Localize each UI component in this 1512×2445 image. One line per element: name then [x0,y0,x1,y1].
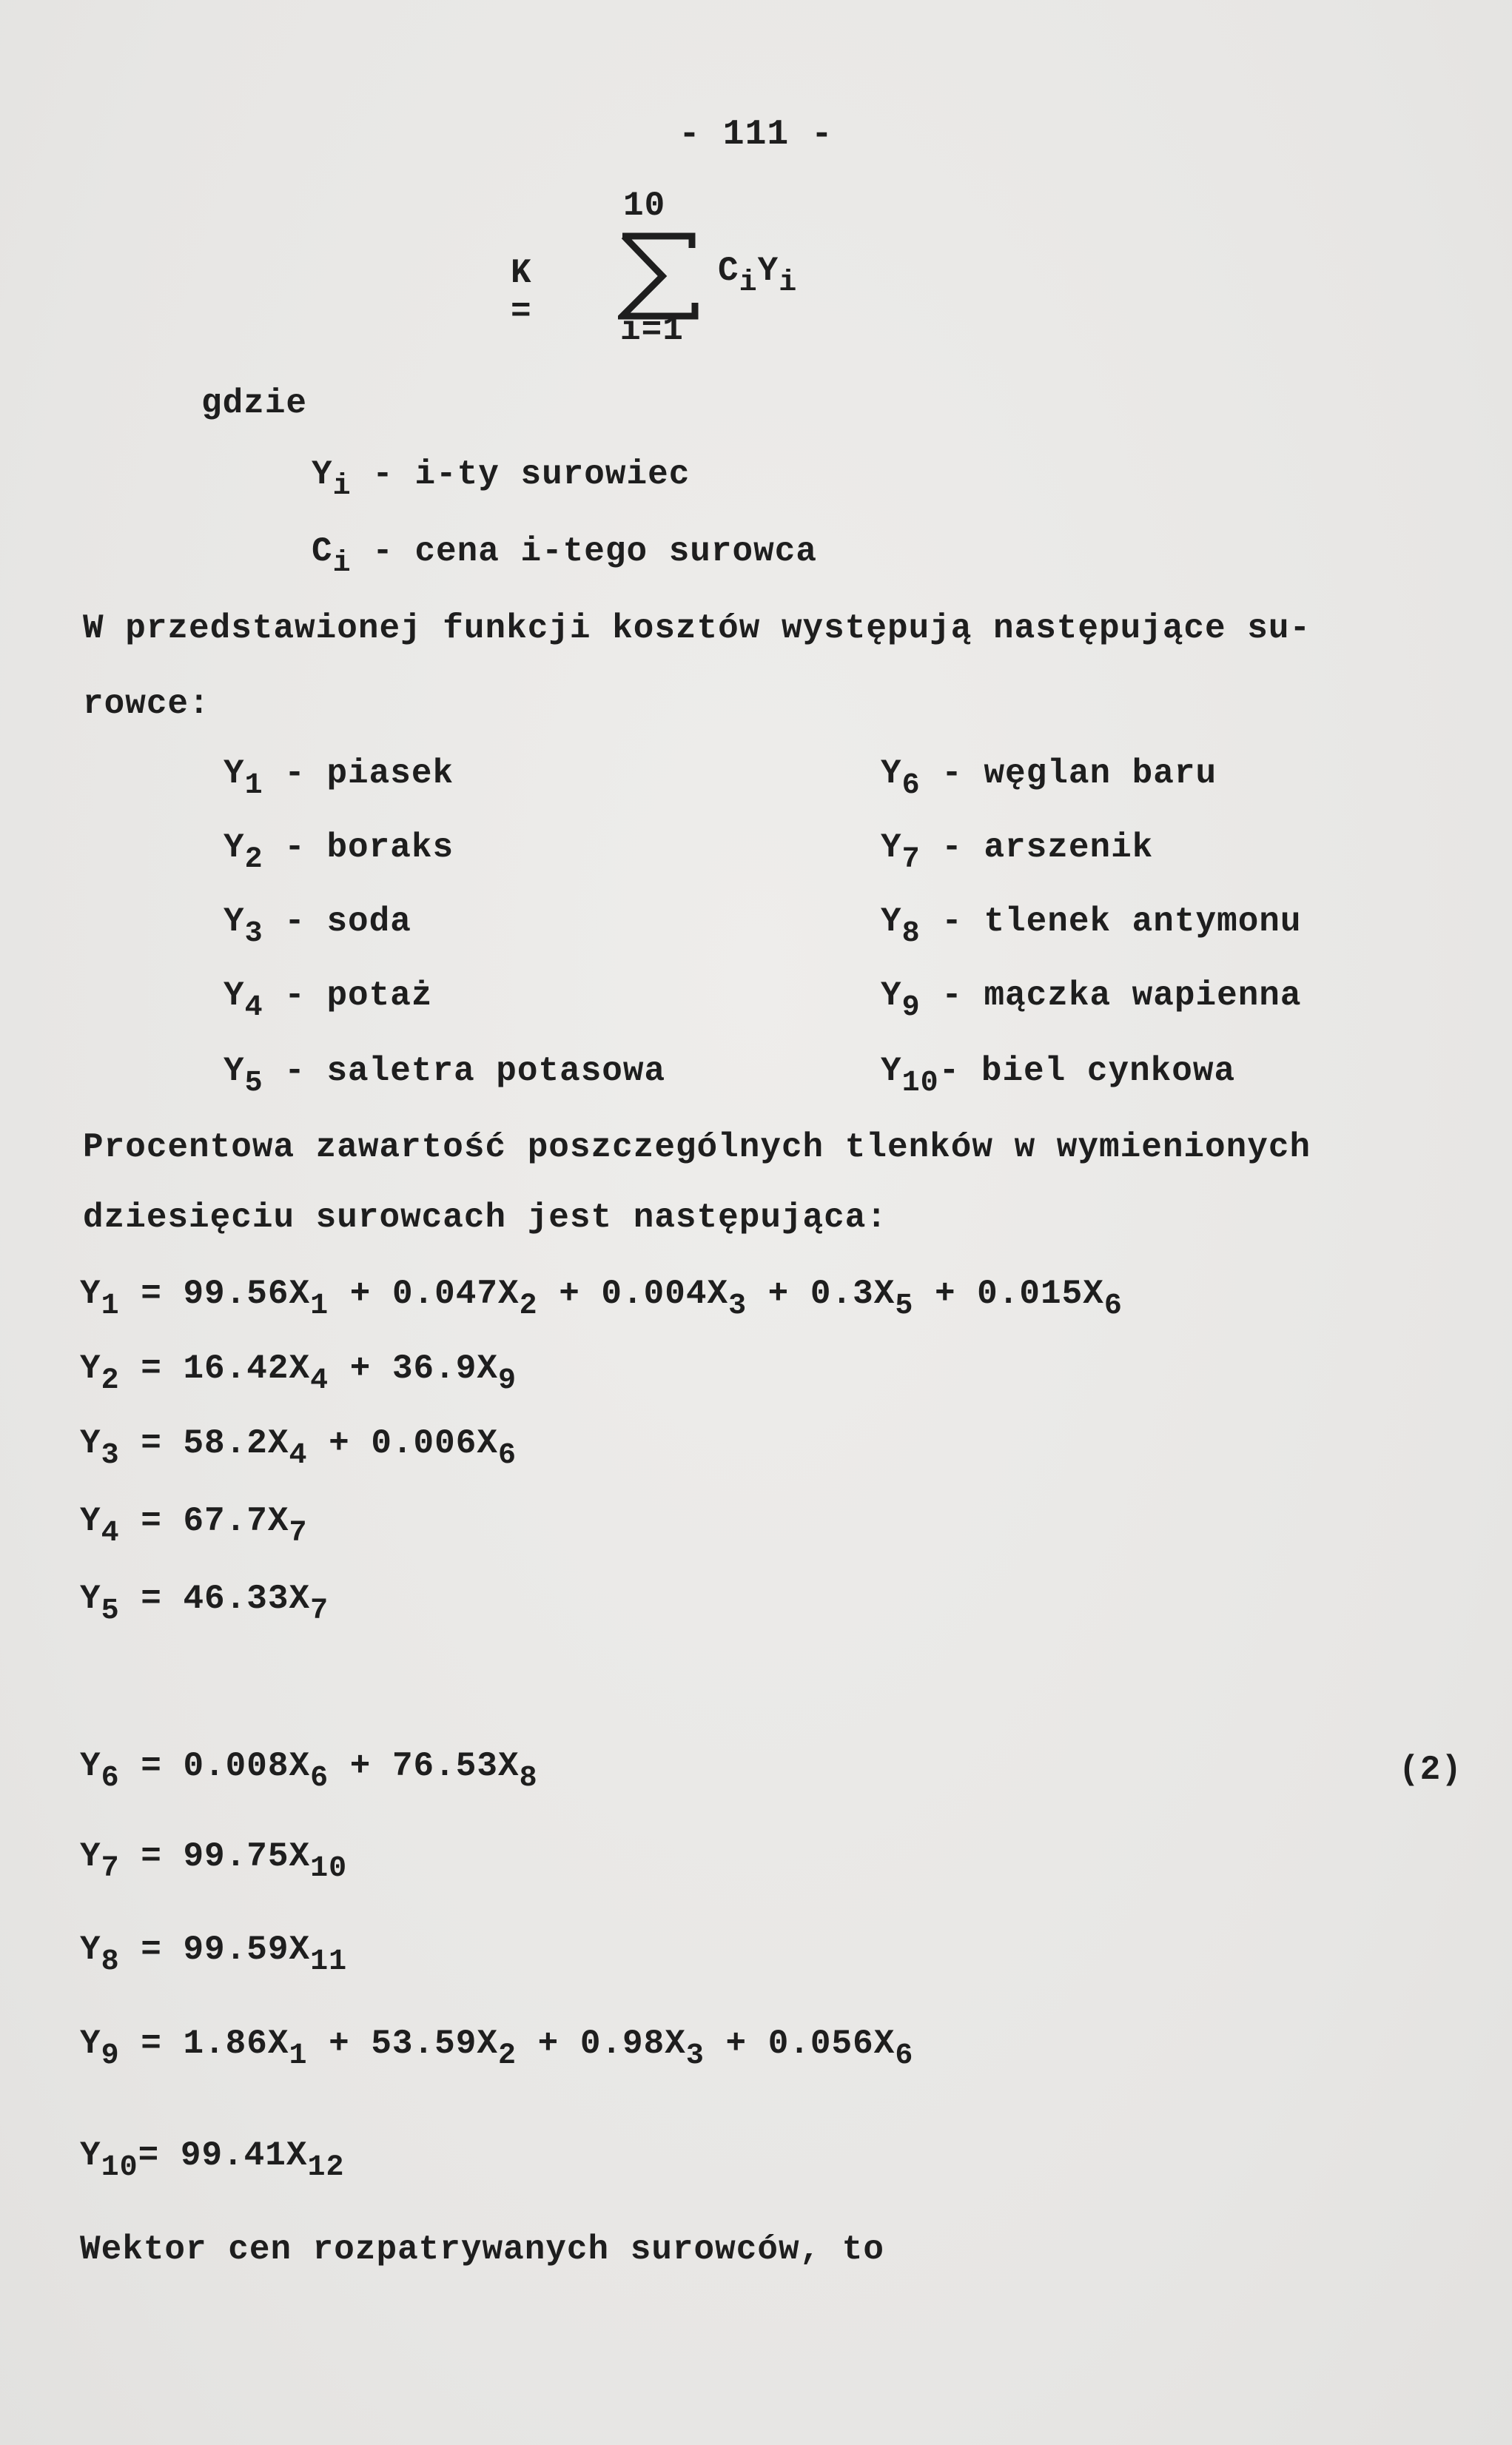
plus-sign: + [307,2025,372,2063]
equation-term: 99.41X [180,2136,308,2175]
material-name: - soda [263,902,411,941]
material-item [881,976,1302,1024]
intro-line-2: rowce: [83,685,210,723]
equation-lhs: Y [80,1275,101,1313]
material-sub: 9 [901,991,921,1024]
material-sub: 10 [901,1067,939,1100]
equation-line [80,2025,914,2073]
closing-line: Wektor cen rozpatrywanych surowców, to [80,2230,884,2269]
page-number: - 111 - [679,115,833,155]
material-item [224,1052,666,1100]
equation-term: 0.015X [977,1275,1104,1313]
term-sub: 4 [310,1364,329,1398]
equals-sign: = [119,1931,184,1969]
material-sub: 3 [244,917,263,950]
formula-lhs [511,254,531,331]
formula-equals: = [511,292,531,331]
equation-term: 0.008X [183,1747,311,1785]
equation-lhs: Y [80,2025,101,2063]
term-sub: 6 [1103,1289,1123,1323]
material-name: - saletra potasowa [263,1052,666,1090]
equation-term: 46.33X [183,1580,311,1618]
equation-lhs-sub: 5 [101,1594,120,1628]
equation-term: 67.7X [183,1502,289,1540]
equation-lhs-sub: 1 [101,1289,120,1323]
sum-upper-limit: 10 [623,187,666,225]
term-c: C [718,252,739,290]
equation-line [80,1580,329,1628]
equation-lhs: Y [80,1837,101,1876]
def-symbol: C [312,532,333,571]
term-sub: 3 [728,1289,747,1323]
equation-term: 0.3X [810,1275,896,1313]
material-symbol: Y [224,828,245,867]
term-sub: 10 [310,1852,348,1885]
equation-term: 99.59X [183,1931,311,1969]
plus-sign: + [329,1747,392,1785]
equation-lhs-sub: 4 [101,1517,120,1550]
material-name: - arszenik [920,828,1154,867]
material-name: - węglan baru [920,754,1217,793]
material-sub: 7 [901,843,921,876]
equation-term: 0.056X [767,2025,896,2063]
equation-lhs: Y [80,1747,101,1785]
equation-term: 53.59X [371,2025,498,2063]
material-symbol: Y [224,754,245,793]
def-symbol: Y [312,455,333,494]
equation-term: 0.047X [392,1275,520,1313]
term-sub: 2 [519,1289,538,1323]
equation-term: 36.9X [392,1349,498,1388]
sum-lower-limit: i=1 [620,311,684,349]
term-c-sub: i [739,266,758,300]
equation-term: 0.006X [371,1424,498,1463]
equation-lhs: Y [80,1580,101,1618]
material-sub: 2 [244,843,263,876]
equation-term: 99.75X [183,1837,311,1876]
term-sub: 7 [310,1594,329,1628]
plus-sign: + [516,2025,580,2063]
material-symbol: Y [881,828,902,867]
equals-sign: = [119,1502,184,1540]
material-name: - boraks [263,828,454,867]
equation-lhs: Y [80,1502,101,1540]
plus-sign: + [747,1275,810,1313]
material-sub: 5 [244,1067,263,1100]
material-sub: 8 [901,917,921,950]
material-symbol: Y [881,902,902,941]
material-item [881,828,1154,876]
equals-sign: = [119,1580,184,1618]
def-text: - cena i-tego surowca [372,532,817,571]
where-label: gdzie [201,384,308,423]
equation-lhs: Y [80,1931,101,1969]
equation-term: 99.56X [183,1275,311,1313]
sum-term [718,252,798,300]
material-item [881,1052,1236,1100]
material-name: - biel cynkowa [938,1052,1236,1090]
term-sub: 3 [685,2039,705,2073]
definition-ci [312,532,817,580]
plus-sign: + [307,1424,372,1463]
material-symbol: Y [224,1052,245,1090]
equation-line [80,1747,538,1795]
material-item [881,902,1302,950]
equation-lhs-sub: 7 [101,1852,120,1885]
material-name: - piasek [263,754,454,793]
term-sub: 8 [519,1762,538,1795]
term-sub: 5 [895,1289,914,1323]
term-sub: 12 [307,2151,345,2184]
equation-lhs-sub: 9 [101,2039,120,2073]
equation-lhs-sub: 3 [101,1439,120,1472]
equation-line [80,1837,348,1885]
equation-lhs: Y [80,1424,101,1463]
plus-sign: + [913,1275,978,1313]
equation-number: (2) [1399,1751,1462,1789]
equation-line [80,2136,345,2184]
material-symbol: Y [881,1052,902,1090]
term-y: Y [757,252,779,290]
material-symbol: Y [881,754,902,793]
equation-line [80,1349,517,1398]
equation-line [80,1275,1123,1323]
term-sub: 2 [497,2039,517,2073]
summation-icon [618,232,699,321]
material-name: - potaż [263,976,433,1015]
intro-line-1: W przedstawionej funkcji kosztów występują następujące su- [83,609,1311,648]
material-item [224,902,411,950]
material-item [224,828,454,876]
def-sub: i [332,547,352,580]
plus-sign: + [537,1275,602,1313]
material-sub: 1 [244,769,263,802]
equation-lhs-sub: 6 [101,1762,120,1795]
equation-lhs: Y [80,1349,101,1388]
equation-lhs-sub: 10 [101,2151,138,2184]
material-sub: 6 [901,769,921,802]
content-line-2: dziesięciu surowcach jest następująca: [83,1198,887,1237]
material-symbol: Y [224,976,245,1015]
equation-term: 0.98X [579,2025,686,2063]
equation-line [80,1931,348,1979]
equation-term: 76.53X [392,1747,520,1785]
equals-sign: = [119,1837,184,1876]
equation-term: 16.42X [183,1349,311,1388]
term-sub: 6 [895,2039,914,2073]
material-sub: 4 [244,991,263,1024]
term-sub: 9 [497,1364,517,1398]
term-sub: 6 [497,1439,517,1472]
term-sub: 1 [289,2039,308,2073]
term-sub: 11 [310,1945,348,1979]
material-symbol: Y [881,976,902,1015]
content-line-1: Procentowa zawartość poszczególnych tlenków w wymienionych [83,1128,1311,1167]
material-item [881,754,1217,802]
equals-sign: = [119,1275,184,1313]
def-text: - i-ty surowiec [372,455,691,494]
equals-sign: = [138,2136,181,2175]
equation-lhs-sub: 8 [101,1945,120,1979]
term-sub: 6 [310,1762,329,1795]
equation-term: 58.2X [183,1424,289,1463]
equals-sign: = [119,2025,184,2063]
term-y-sub: i [779,266,798,300]
equation-lhs: Y [80,2136,101,2175]
material-item [224,754,454,802]
equation-lhs-sub: 2 [101,1364,120,1398]
def-sub: i [332,470,352,503]
equals-sign: = [119,1424,184,1463]
material-symbol: Y [224,902,245,941]
definition-yi [312,455,691,503]
material-name: - tlenek antymonu [920,902,1302,941]
material-name: - mączka wapienna [920,976,1302,1015]
formula-k: K [511,254,531,292]
plus-sign: + [329,1275,392,1313]
equation-term: 0.004X [601,1275,729,1313]
equals-sign: = [119,1349,184,1388]
equation-line [80,1502,308,1550]
equation-line [80,1424,517,1472]
term-sub: 4 [289,1439,308,1472]
material-item [224,976,433,1024]
term-sub: 7 [289,1517,308,1550]
equals-sign: = [119,1747,184,1785]
plus-sign: + [329,1349,392,1388]
plus-sign: + [704,2025,768,2063]
equation-term: 1.86X [183,2025,289,2063]
term-sub: 1 [310,1289,329,1323]
